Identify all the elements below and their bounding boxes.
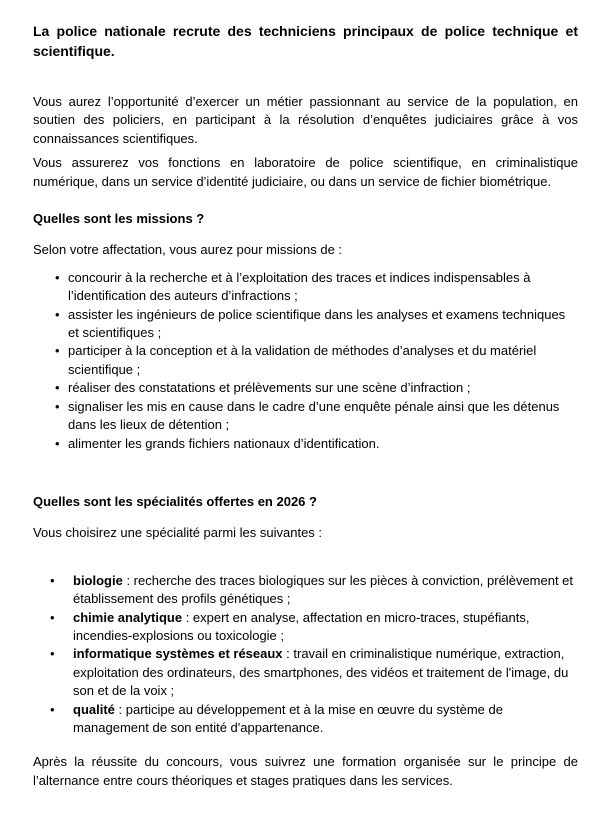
bullet-icon: •	[50, 609, 55, 625]
bullet-icon: •	[55, 435, 60, 451]
specialite-term: chimie analytique	[73, 609, 183, 625]
bullet-icon: •	[50, 646, 55, 662]
mission-item-text: assister les ingénieurs de police scientifique dans les analyses et examens techniques et scientifiques ;	[68, 306, 566, 341]
specialite-desc: : expert en analyse, affectation en micro-traces, stupéfiants, incendies-explosions ou toxicologie ;	[73, 609, 530, 643]
specialites-lead: Vous choisirez une spécialité parmi les suivantes :	[33, 525, 323, 541]
specialite-term: biologie	[73, 572, 123, 588]
specialite-list-item	[33, 609, 578, 646]
intro-paragraph-1: Vous aurez l’opportunité d’exercer un métier passionnant au service de la population, en soutien des policiers, en participant à la résolution d’enquêtes judiciaires grâce à vos connaissances scientifiques.	[33, 94, 578, 146]
closing-paragraph: Après la réussite du concours, vous suivrez une formation organisée sur le principe de l’alternance entre cours théoriques et stages pratiques dans les services.	[33, 754, 578, 788]
bullet-icon: •	[55, 306, 60, 322]
specialite-list-item	[33, 701, 578, 738]
specialites-list	[33, 572, 578, 738]
document-title: La police nationale recrute des techniciens principaux de police technique et scientifique.	[33, 23, 578, 59]
specialite-term: informatique systèmes et réseaux	[73, 646, 283, 662]
mission-list-item	[33, 379, 578, 397]
specialite-list-item	[33, 572, 578, 609]
bullet-icon: •	[55, 269, 60, 285]
mission-item-text: alimenter les grands fichiers nationaux d’identification.	[68, 435, 380, 451]
bullet-icon: •	[55, 343, 60, 359]
mission-list-item	[33, 398, 578, 435]
intro-paragraph-2: Vous assurerez vos fonctions en laboratoire de police scientifique, en criminalistique numérique, dans un service d’identité judiciaire, ou dans un service de fichier biométrique.	[33, 155, 578, 189]
specialite-desc: : participe au développement et à la mise en œuvre du système de management de son entité d'appartenance.	[73, 701, 503, 735]
mission-list-item	[33, 435, 578, 453]
missions-heading: Quelles sont les missions ?	[33, 211, 205, 227]
specialite-desc: : recherche des traces biologiques sur les pièces à conviction, prélèvement et établissement des profils génétiques ;	[73, 572, 574, 607]
missions-lead: Selon votre affectation, vous aurez pour missions de :	[33, 242, 343, 258]
mission-item-text: signaliser les mis en cause dans le cadre d’une enquête pénale ainsi que les détenus dans les lieux de détention ;	[68, 398, 560, 433]
mission-item-text: réaliser des constatations et prélèvements sur une scène d’infraction ;	[68, 380, 471, 396]
mission-list-item	[33, 269, 578, 306]
mission-item-text: concourir à la recherche et à l’exploitation des traces et indices indispensables à l’identification des auteurs d’infractions ;	[68, 269, 531, 304]
specialite-desc: : travail en criminalistique numérique, extraction, exploitation des ordinateurs, des smartphones, des vidéos et traitement de l'image, du son et de la voix ;	[73, 646, 569, 699]
bullet-icon: •	[55, 380, 60, 396]
mission-list-item	[33, 306, 578, 343]
specialite-list-item	[33, 645, 578, 700]
mission-list-item	[33, 342, 578, 379]
specialite-term: qualité	[73, 701, 115, 717]
missions-list	[33, 269, 578, 453]
bullet-icon: •	[55, 398, 60, 414]
bullet-icon: •	[50, 701, 55, 717]
specialites-heading: Quelles sont les spécialités offertes en 2026 ?	[33, 493, 317, 509]
bullet-icon: •	[50, 572, 55, 588]
mission-item-text: participer à la conception et à la validation de méthodes d’analyses et du matériel scientifique ;	[68, 343, 537, 377]
